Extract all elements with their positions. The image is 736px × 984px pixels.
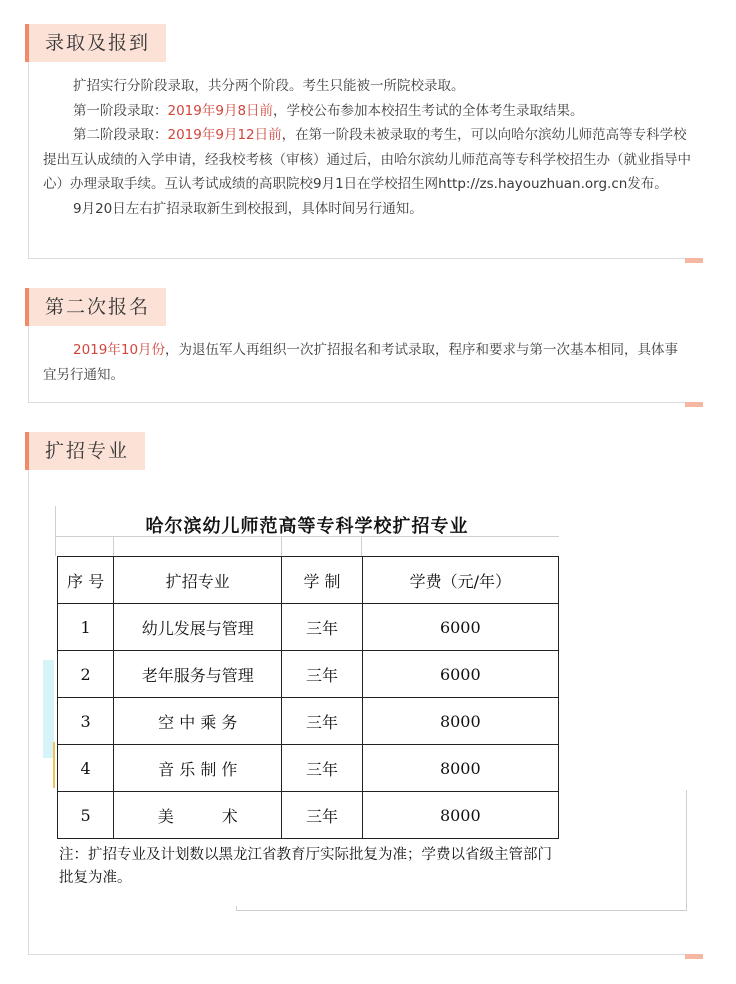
table-title: 哈尔滨幼儿师范高等专科学校扩招专业 — [145, 516, 469, 537]
table-note: 注：扩招专业及计划数以黑龙江省教育厅实际批复为准；学费以省级主管部门批复为准。 — [59, 847, 552, 886]
paragraph: 扩招实行分阶段录取，共分两个阶段。考生只能被一所院校录取。 — [73, 78, 465, 94]
table-cell: 美 术 — [114, 792, 282, 839]
admission-text — [43, 74, 691, 221]
table-cell: 5 — [58, 792, 114, 839]
table-row — [58, 792, 559, 839]
table-cell: 6000 — [362, 651, 558, 698]
table-cell: 6000 — [362, 604, 558, 651]
section-header — [25, 288, 166, 326]
corner-accent — [685, 402, 703, 407]
table-cell: 幼儿发展与管理 — [114, 604, 282, 651]
majors-table — [57, 556, 559, 839]
table-cell: 空 中 乘 务 — [114, 698, 282, 745]
table-header-row — [58, 557, 559, 604]
corner-accent — [685, 954, 703, 959]
table-cell: 三年 — [282, 604, 362, 651]
table-cell: 三年 — [282, 745, 362, 792]
table-cell: 8000 — [362, 745, 558, 792]
section-header — [25, 24, 166, 62]
table-cell: 音 乐 制 作 — [114, 745, 282, 792]
grid-line — [281, 536, 282, 556]
majors-table-image — [55, 506, 559, 906]
table-cell: 8000 — [362, 792, 558, 839]
table-cell: 老年服务与管理 — [114, 651, 282, 698]
table-row — [58, 698, 559, 745]
table-row — [58, 745, 559, 792]
table-cell: 三年 — [282, 792, 362, 839]
section-admission — [28, 24, 701, 259]
section-title: 第二次报名 — [29, 288, 166, 326]
paragraph: 第一阶段录取：2019年9月8日前，学校公布参加本校招生考试的全体考生录取结果。 — [73, 102, 584, 119]
section-header — [25, 432, 145, 470]
table-cell: 2 — [58, 651, 114, 698]
section-title: 扩招专业 — [29, 432, 145, 470]
highlight-date: 2019年9月8日前 — [167, 102, 274, 119]
paragraph: 9月20日左右扩招录取新生到校报到，具体时间另行通知。 — [73, 200, 423, 217]
paragraph: 2019年10月份，为退伍军人再组织一次扩招报名和考试录取，程序和要求与第一次基本相同，具体事宜另行通知。 — [43, 342, 679, 383]
section-second-registration — [28, 288, 701, 403]
table-cell: 3 — [58, 698, 114, 745]
table-cell: 8000 — [362, 698, 558, 745]
table-cell: 1 — [58, 604, 114, 651]
table-cell: 4 — [58, 745, 114, 792]
corner-accent — [685, 258, 703, 263]
header-cell: 学 制 — [282, 557, 362, 604]
table-row — [58, 651, 559, 698]
grid-line — [361, 536, 362, 556]
registration-text — [43, 338, 691, 387]
header-cell: 序 号 — [58, 557, 114, 604]
grid-line — [113, 536, 114, 556]
header-cell: 扩招专业 — [114, 557, 282, 604]
header-cell: 学费（元/年） — [362, 557, 558, 604]
highlight-date: 2019年9月12日前 — [167, 127, 282, 143]
table-cell: 三年 — [282, 698, 362, 745]
table-cell: 三年 — [282, 651, 362, 698]
decorative-frame — [678, 790, 687, 910]
paragraph: 第二阶段录取：2019年9月12日前，在第一阶段未被录取的考生，可以向哈尔滨幼儿师范高等专科学校提出互认成绩的入学申请，经我校考核（审核）通过后，由哈尔滨幼儿师范高等专科学校招生办（就业指导中心）办理录取手续。互认考试成绩的高职院校9月1日在学校招生网http://zs.hayouzhuan.org.cn发布。 — [43, 127, 691, 192]
table-row — [58, 604, 559, 651]
highlight-date: 2019年10月份 — [73, 342, 166, 358]
section-title: 录取及报到 — [29, 24, 166, 62]
